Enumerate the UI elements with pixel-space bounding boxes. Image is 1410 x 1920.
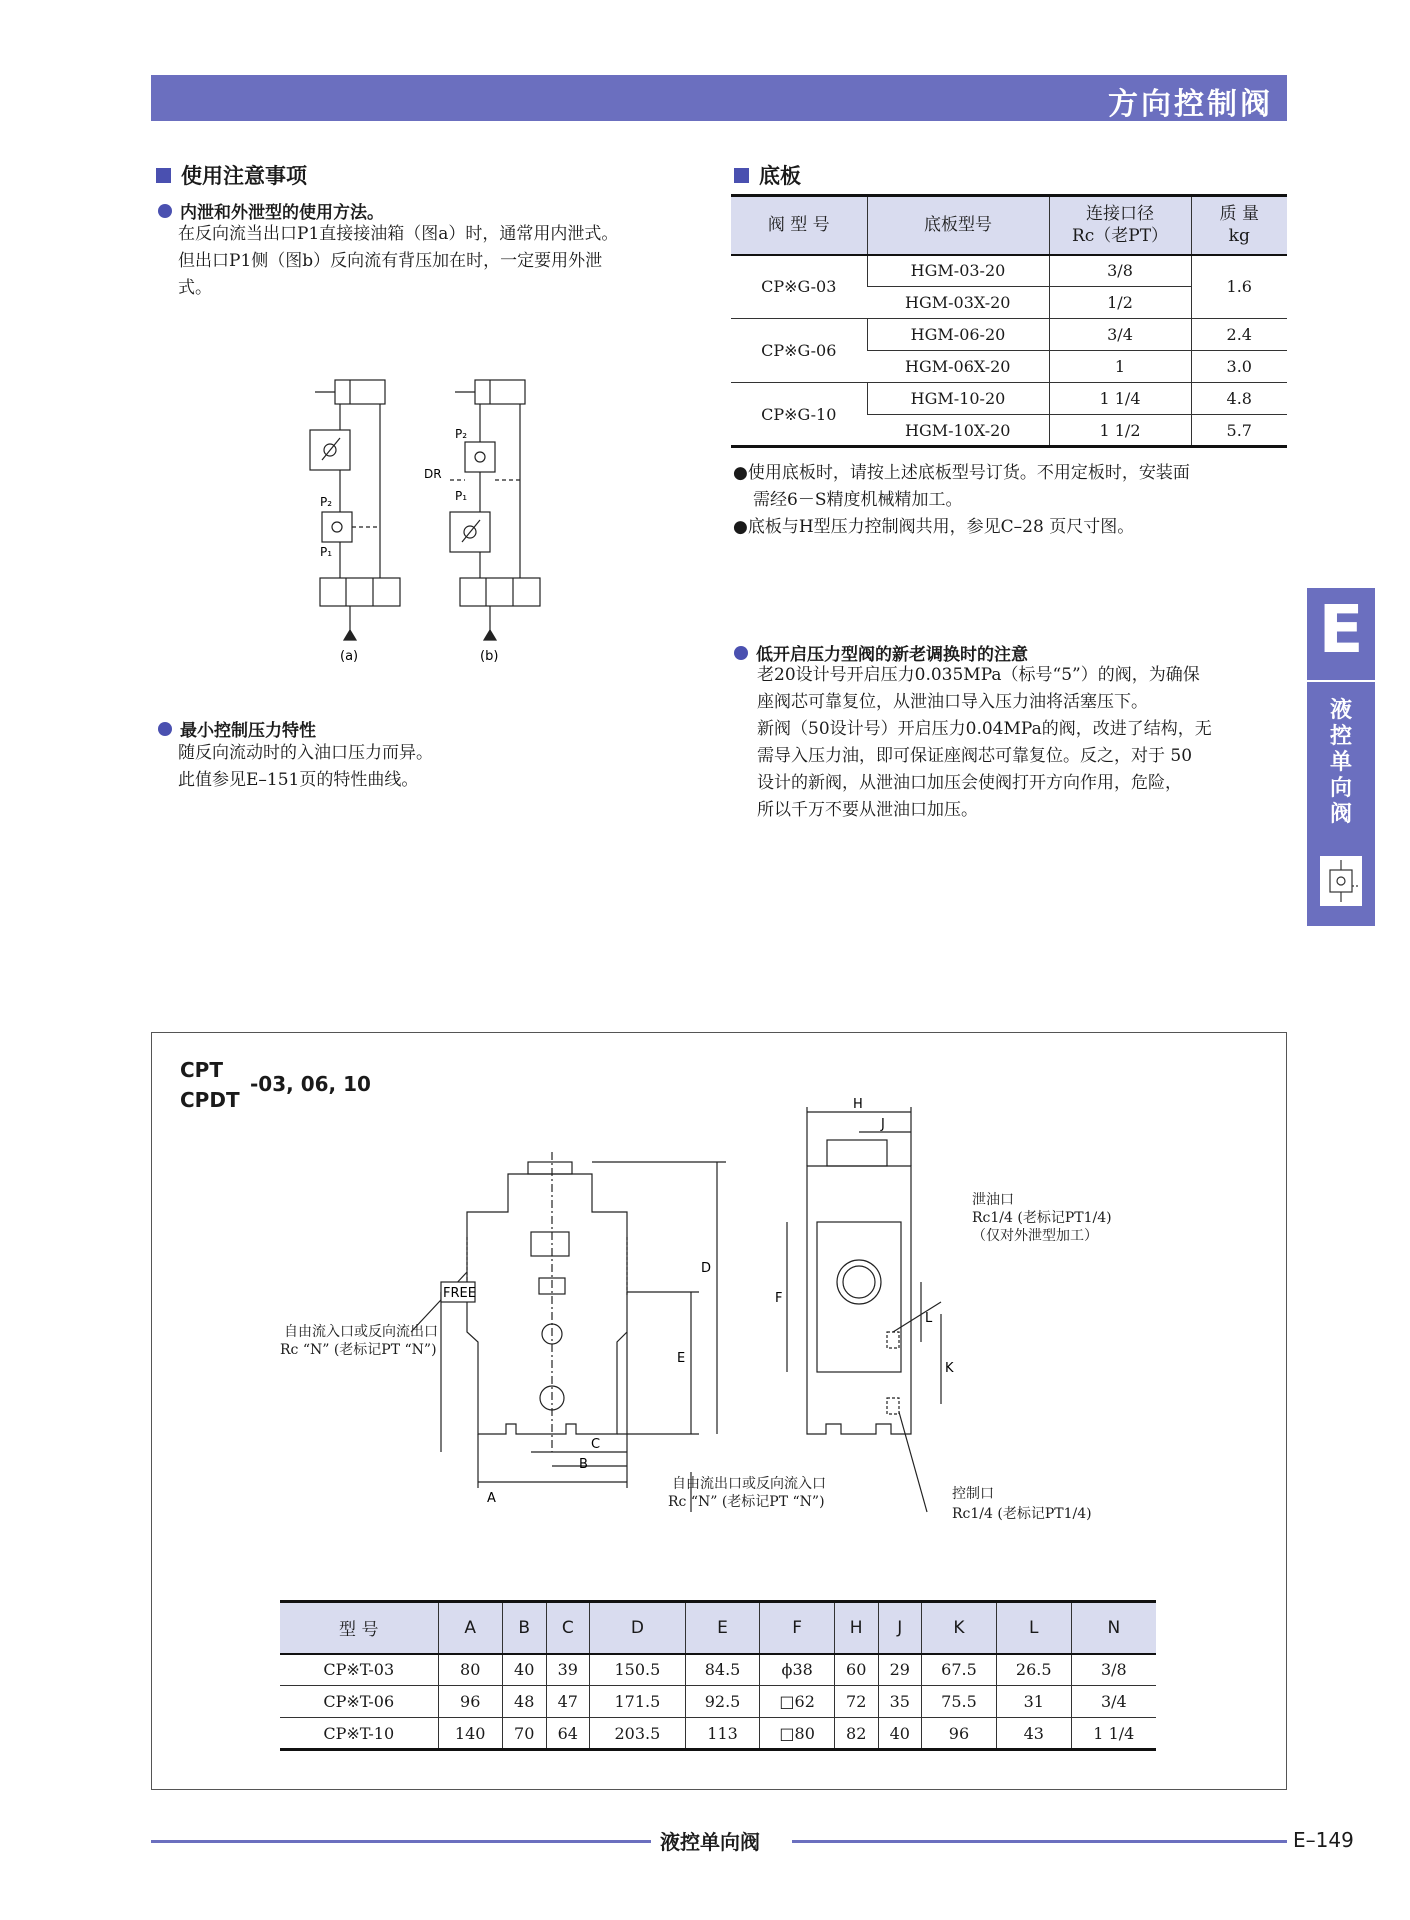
table-cell: 3/4 — [1049, 319, 1191, 351]
col-f: F — [760, 1602, 834, 1654]
col-model: 阀 型 号 — [731, 196, 867, 255]
table-cell: 1.6 — [1191, 255, 1287, 319]
col-b: B — [502, 1602, 546, 1654]
page-number: E–149 — [1293, 1828, 1354, 1852]
dim-j: J — [881, 1117, 885, 1132]
table-cell: 4.8 — [1191, 383, 1287, 415]
footer-title: 液控单向阀 — [660, 1830, 760, 1854]
free-outlet-callout-2: Rc “N” (老标记PT “N”) — [668, 1494, 825, 1510]
side-tab-letter: E — [1318, 591, 1364, 668]
dim-c: C — [591, 1437, 601, 1452]
p1-label-a: P₁ — [320, 545, 333, 559]
col-port: 连接口径 Rc（老PT） — [1049, 196, 1191, 255]
table-cell: 1 1/2 — [1049, 415, 1191, 447]
p1-label-b: P₁ — [455, 489, 468, 503]
low-pressure-paragraph: 老20设计号开启压力0.035MPa（标号“5”）的阀，为确保 座阀芯可靠复位，从泄油口导入压力油将活塞压下。 新阀（50设计号）开启压力0.04MPa的阀，改进了结构，无 需导入压力油，即可保证座阀芯可靠复位。反之，对于 50 设计的新阀，从泄油口加压会使阀打开方向作用，危险， 所以千万不要从泄油口加压。 — [757, 665, 1212, 820]
table-cell: CP※G-10 — [761, 404, 837, 424]
table-cell: CP※G-03 — [761, 277, 837, 297]
table-cell: HGM-10X-20 — [867, 415, 1049, 447]
col-h: H — [834, 1602, 878, 1654]
p2-label-b: P₂ — [455, 427, 468, 441]
check-valve-symbol-icon — [1320, 856, 1362, 906]
col-mass: 质 量 kg — [1191, 196, 1287, 255]
table-cell: 3.0 — [1191, 351, 1287, 383]
dim-k: K — [945, 1361, 954, 1376]
drain-port-callout-2: Rc1/4 (老标记PT1/4) — [972, 1210, 1112, 1226]
table-cell: HGM-06X-20 — [867, 351, 1049, 383]
free-outlet-callout-1: 自由流出口或反向流入口 — [672, 1476, 826, 1492]
col-n: N — [1071, 1602, 1156, 1654]
footer-line-right — [792, 1840, 1287, 1843]
round-bullet-icon — [734, 646, 748, 660]
round-bullet-icon — [158, 204, 172, 218]
square-bullet-icon — [734, 168, 749, 183]
table-cell: 2.4 — [1191, 319, 1287, 351]
low-pressure-heading: 低开启压力型阀的新老调换时的注意 — [734, 640, 1028, 665]
dim-e: E — [677, 1351, 686, 1366]
dim-b: B — [579, 1457, 588, 1472]
drain-port-callout-3: （仅对外泄型加工） — [972, 1228, 1098, 1244]
table-cell: HGM-10-20 — [867, 383, 1049, 415]
col-c: C — [546, 1602, 590, 1654]
table-cell: 1/2 — [1049, 287, 1191, 319]
table-cell: 1 — [1049, 351, 1191, 383]
col-model: 型 号 — [280, 1602, 438, 1654]
dim-d: D — [701, 1261, 712, 1276]
usage-paragraph-2: 随反向流动时的入油口压力而异。 此值参见E–151页的特性曲线。 — [178, 743, 433, 790]
col-a: A — [438, 1602, 502, 1654]
dr-label: DR — [424, 467, 442, 481]
free-label: FREE — [443, 1286, 476, 1301]
table-cell: CP※G-06 — [761, 341, 837, 360]
header-bar — [151, 75, 1287, 121]
model-size-suffix: -03, 06, 10 — [250, 1072, 371, 1096]
usage-section-title: 使用注意事项 — [156, 160, 307, 190]
side-tab-text: 液 控 单 向 阀 — [1329, 698, 1352, 827]
model-name-cpdt: CPDT — [180, 1088, 240, 1112]
round-bullet-icon — [158, 722, 172, 736]
table-row: CP※T-06 96 48 47 171.5 92.5 □62 72 35 75.5 31 3/4 — [280, 1686, 1156, 1718]
side-tab-divider — [1307, 680, 1375, 682]
table-cell: 1 1/4 — [1049, 383, 1191, 415]
table-cell: HGM-03X-20 — [867, 287, 1049, 319]
pilot-port-callout-2: Rc1/4 (老标记PT1/4) — [952, 1506, 1092, 1522]
model-name-cpt: CPT — [180, 1058, 223, 1082]
table-cell: 5.7 — [1191, 415, 1287, 447]
dimension-table — [280, 1600, 1156, 1751]
col-plate: 底板型号 — [867, 196, 1049, 255]
pilot-port-callout-1: 控制口 — [952, 1486, 994, 1502]
baseplate-table — [731, 194, 1287, 448]
label-a: (a) — [340, 649, 359, 664]
dim-f: F — [775, 1291, 783, 1306]
table-row: CP※T-10 140 70 64 203.5 113 □80 82 40 96 43 1 1/4 — [280, 1718, 1156, 1750]
label-b: (b) — [480, 649, 499, 664]
col-e: E — [685, 1602, 760, 1654]
free-inlet-callout-1: 自由流入口或反向流出口 — [284, 1324, 438, 1340]
usage-paragraph-1: 在反向流当出口P1直接接油箱（图a）时，通常用内泄式。 但出口P1侧（图b）反向流有背压加在时，一定要用外泄 式。 — [178, 224, 619, 298]
square-bullet-icon — [156, 168, 171, 183]
usage-bullet-1: 内泄和外泄型的使用方法。 — [158, 198, 384, 223]
col-d: D — [590, 1602, 686, 1654]
table-row: CP※T-03 80 40 39 150.5 84.5 ϕ38 60 29 67.5 26.5 3/8 — [280, 1654, 1156, 1686]
p2-label-a: P₂ — [320, 495, 333, 509]
free-inlet-callout-2: Rc “N” (老标记PT “N”) — [280, 1342, 437, 1358]
baseplate-notes: ●使用底板时，请按上述底板型号订货。不用定板时，安装面 需经6－S精度机械精加工。 ●底板与H型压力控制阀共用，参见C–28 页尺寸图。 — [733, 463, 1190, 537]
dim-l: L — [925, 1311, 933, 1326]
section-side-tab — [1307, 588, 1375, 926]
circuit-diagram — [300, 370, 560, 670]
table-cell: HGM-06-20 — [867, 319, 1049, 351]
table-cell: HGM-03-20 — [867, 255, 1049, 287]
col-j: J — [878, 1602, 922, 1654]
page-title: 方向控制阀 — [1108, 87, 1273, 122]
drain-port-callout-1: 泄油口 — [972, 1192, 1014, 1208]
col-l: L — [996, 1602, 1071, 1654]
footer-line-left — [151, 1840, 651, 1843]
table-cell: 3/8 — [1049, 255, 1191, 287]
usage-bullet-2: 最小控制压力特性 — [158, 716, 316, 741]
dim-a: A — [487, 1491, 496, 1506]
dim-h: H — [853, 1097, 863, 1112]
baseplate-section-title: 底板 — [734, 160, 801, 190]
col-k: K — [922, 1602, 997, 1654]
